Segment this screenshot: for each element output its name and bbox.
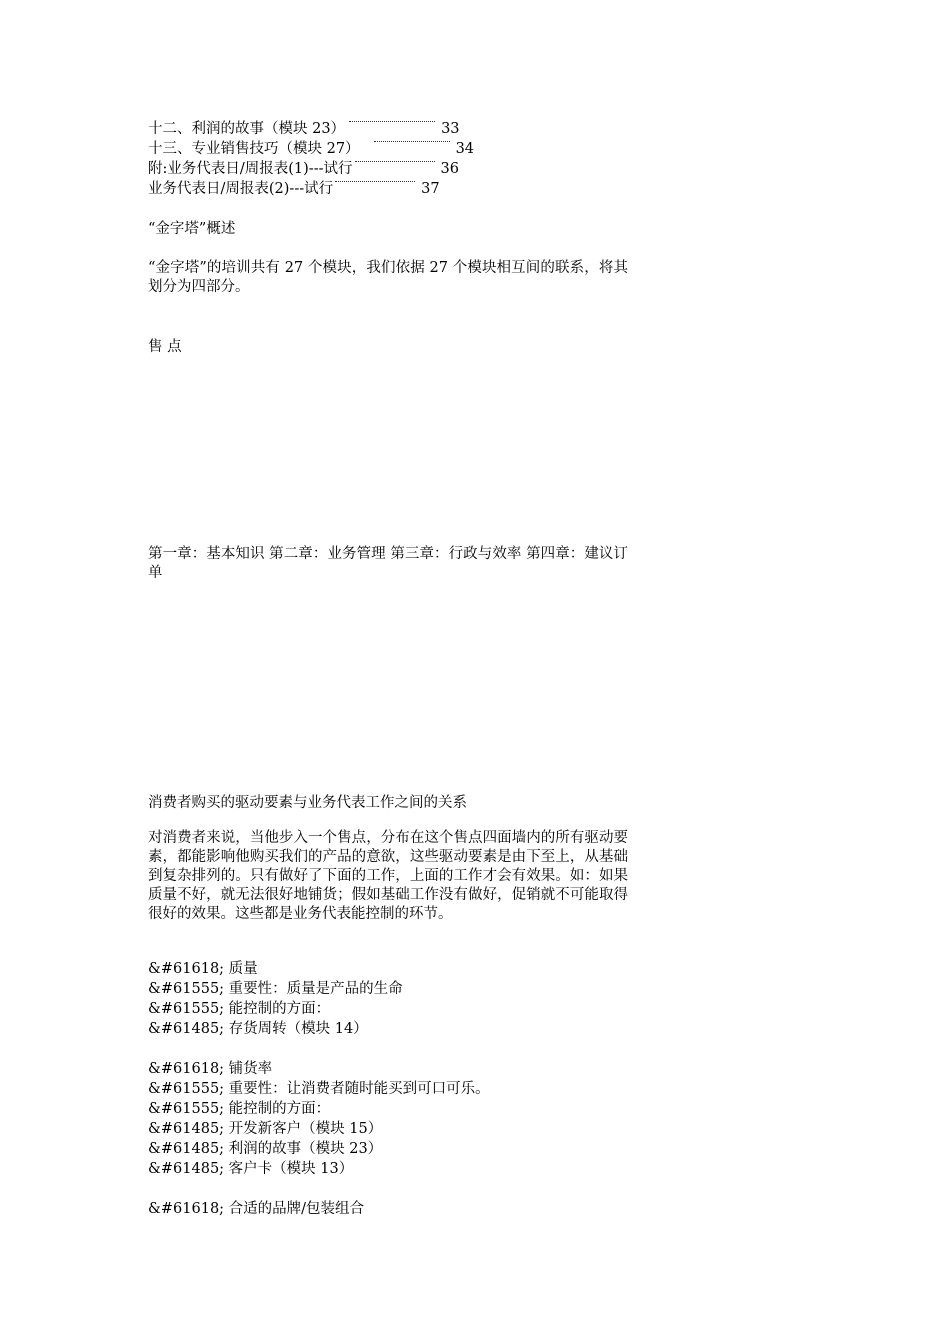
toc-entry-title: 十二、利润的故事（模块 23） [148,121,346,137]
toc-entry[interactable] [148,119,460,139]
list-item: &#61485; 客户卡（模块 13） [148,1161,354,1177]
list-item-heading: &#61618; 质量 [148,961,258,977]
toc-entry-page: 36 [440,161,459,177]
toc-entry[interactable] [148,139,474,159]
list-item-heading: &#61618; 合适的品牌/包装组合 [148,1201,365,1217]
toc-entry-page: 34 [455,141,475,157]
toc-entry-page: 33 [441,121,460,137]
sales-point-label: 售 点 [148,339,182,355]
toc-leader-dots [335,181,415,182]
list-item: &#61555; 重要性：质量是产品的生命 [148,981,403,997]
list-item: &#61485; 存货周转（模块 14） [148,1021,368,1037]
relation-paragraph: 对消费者来说，当他步入一个售点，分布在这个售点四面墙内的所有驱动要素，都能影响他购买我们的产品的意欲，这些驱动要素是由下至上，从基础到复杂排列的。只有做好了下面的工作，上面的工作才会有效果。如：如果质量不好，就无法很好地铺货；假如基础工作没有做好，促销就不可能取得很好的效果。这些都是业务代表能控制的环节。 [148,830,628,922]
toc-entry-title: 附:业务代表日/周报表(1)---试行 [148,161,353,177]
toc-entry-title: 十三、专业销售技巧（模块 27） [148,141,360,157]
toc-entry-page: 37 [421,181,440,197]
chapters-paragraph: 第一章：基本知识 第二章：业务管理 第三章：行政与效率 第四章：建议订单 [148,546,628,581]
list-item: &#61555; 能控制的方面： [148,1001,331,1017]
toc-entry[interactable] [148,159,459,179]
relation-heading: 消费者购买的驱动要素与业务代表工作之间的关系 [148,795,467,811]
list-item-heading: &#61618; 铺货率 [148,1061,273,1077]
toc-leader-dots [349,121,435,122]
toc-entry-title: 业务代表日/周报表(2)---试行 [148,181,334,197]
toc-leader-dots [355,161,435,162]
list-item: &#61555; 重要性：让消费者随时能买到可口可乐。 [148,1081,490,1097]
toc-leader-dots [374,141,450,142]
overview-heading: “金字塔”概述 [148,221,236,237]
overview-paragraph: “金字塔”的培训共有 27 个模块，我们依据 27 个模块相互间的联系，将其划分为四部分。 [148,260,628,295]
list-item: &#61485; 利润的故事（模块 23） [148,1141,383,1157]
toc-entry[interactable] [148,179,440,199]
list-item: &#61555; 能控制的方面： [148,1101,331,1117]
list-item: &#61485; 开发新客户（模块 15） [148,1121,383,1137]
